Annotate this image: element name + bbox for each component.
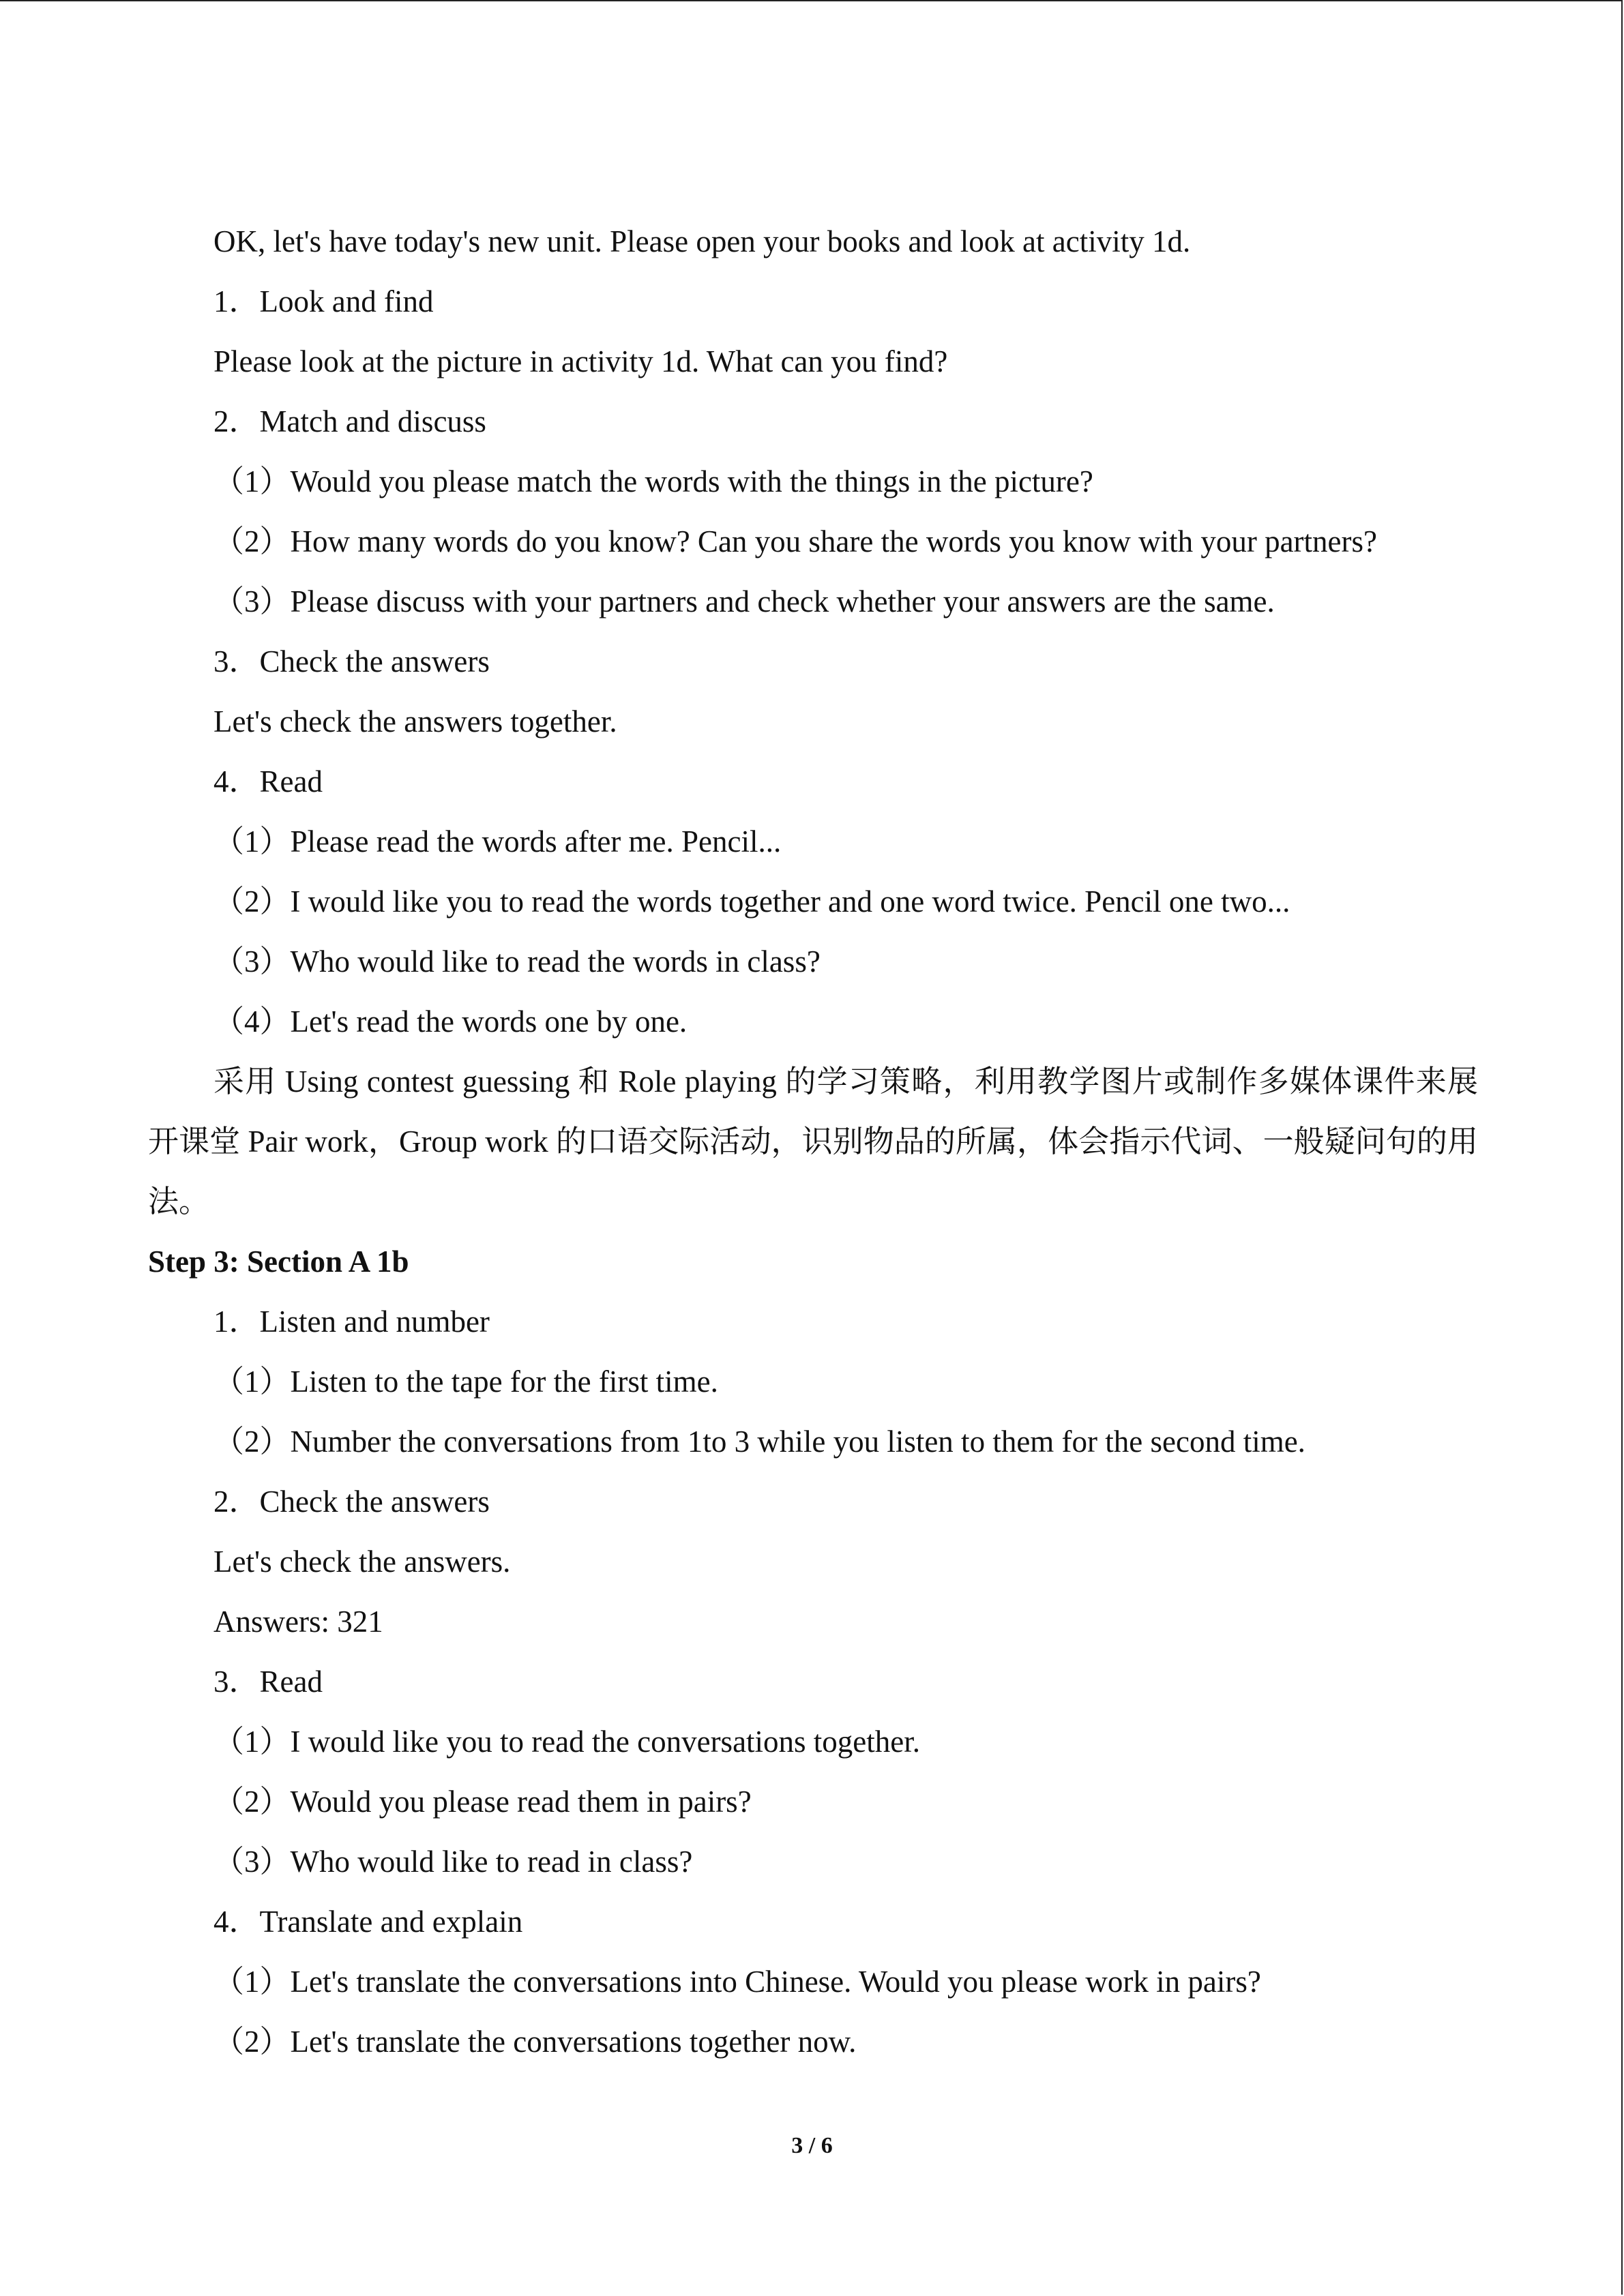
section-heading: Step 3: Section A 1b	[148, 1244, 409, 1279]
text-line: （1）I would like you to read the conversations together.	[213, 1725, 921, 1759]
text-line: （1）Please read the words after me. Pencil...	[213, 824, 782, 859]
text-line: 1．Listen and number	[213, 1304, 490, 1339]
text-line: Please look at the picture in activity 1d. What can you find?	[213, 344, 948, 378]
text-line: OK, let's have today's new unit. Please open your books and look at activity 1d.	[213, 224, 1191, 258]
text-line: 3．Read	[213, 1665, 323, 1699]
text-line: 4．Read	[213, 764, 323, 799]
text-line: （2）Let's translate the conversations together now.	[213, 2025, 857, 2059]
text-line: （3）Please discuss with your partners and check whether your answers are the same.	[213, 584, 1275, 618]
text-line: （3）Who would like to read in class?	[213, 1845, 693, 1879]
lesson-steps-part1	[148, 211, 1478, 1052]
text-line: Let's check the answers.	[213, 1545, 511, 1579]
text-line: （1）Listen to the tape for the first time.	[213, 1365, 718, 1399]
text-line: 3．Check the answers	[213, 644, 490, 679]
text-line: 4．Translate and explain	[213, 1905, 523, 1939]
text-line: （2）I would like you to read the words together and one word twice. Pencil one two...	[213, 884, 1290, 919]
text-line: （2）Number the conversations from 1to 3 while you listen to them for the second time.	[213, 1425, 1305, 1459]
text-line: （1）Let's translate the conversations into Chinese. Would you please work in pairs?	[213, 1965, 1261, 1999]
lesson-steps-part2	[148, 1292, 1478, 2072]
text-line: （4）Let's read the words one by one.	[213, 1004, 688, 1039]
text-line: （2）How many words do you know? Can you share the words you know with your partners?	[213, 524, 1377, 558]
page-number: 3 / 6	[791, 2133, 833, 2158]
text-line: Let's check the answers together.	[213, 704, 617, 739]
chinese-paragraph: 采用 Using contest guessing 和 Role playing 的学习策略，利用教学图片或制作多媒体课件来展开课堂 Pair work，Group work 的口语交际活动，识别物品的所属，体会指示代词、一般疑问句的用法。	[148, 1064, 1478, 1219]
text-line: 2．Check the answers	[213, 1485, 490, 1519]
document-body	[148, 211, 1478, 2072]
text-line: 2．Match and discuss	[213, 404, 486, 438]
text-line: （3）Who would like to read the words in class?	[213, 944, 821, 979]
text-line: （2）Would you please read them in pairs?	[213, 1785, 752, 1819]
text-line: （1）Would you please match the words with the things in the picture?	[213, 464, 1093, 498]
text-line: 1．Look and find	[213, 284, 434, 318]
text-line: Answers: 321	[213, 1605, 383, 1639]
